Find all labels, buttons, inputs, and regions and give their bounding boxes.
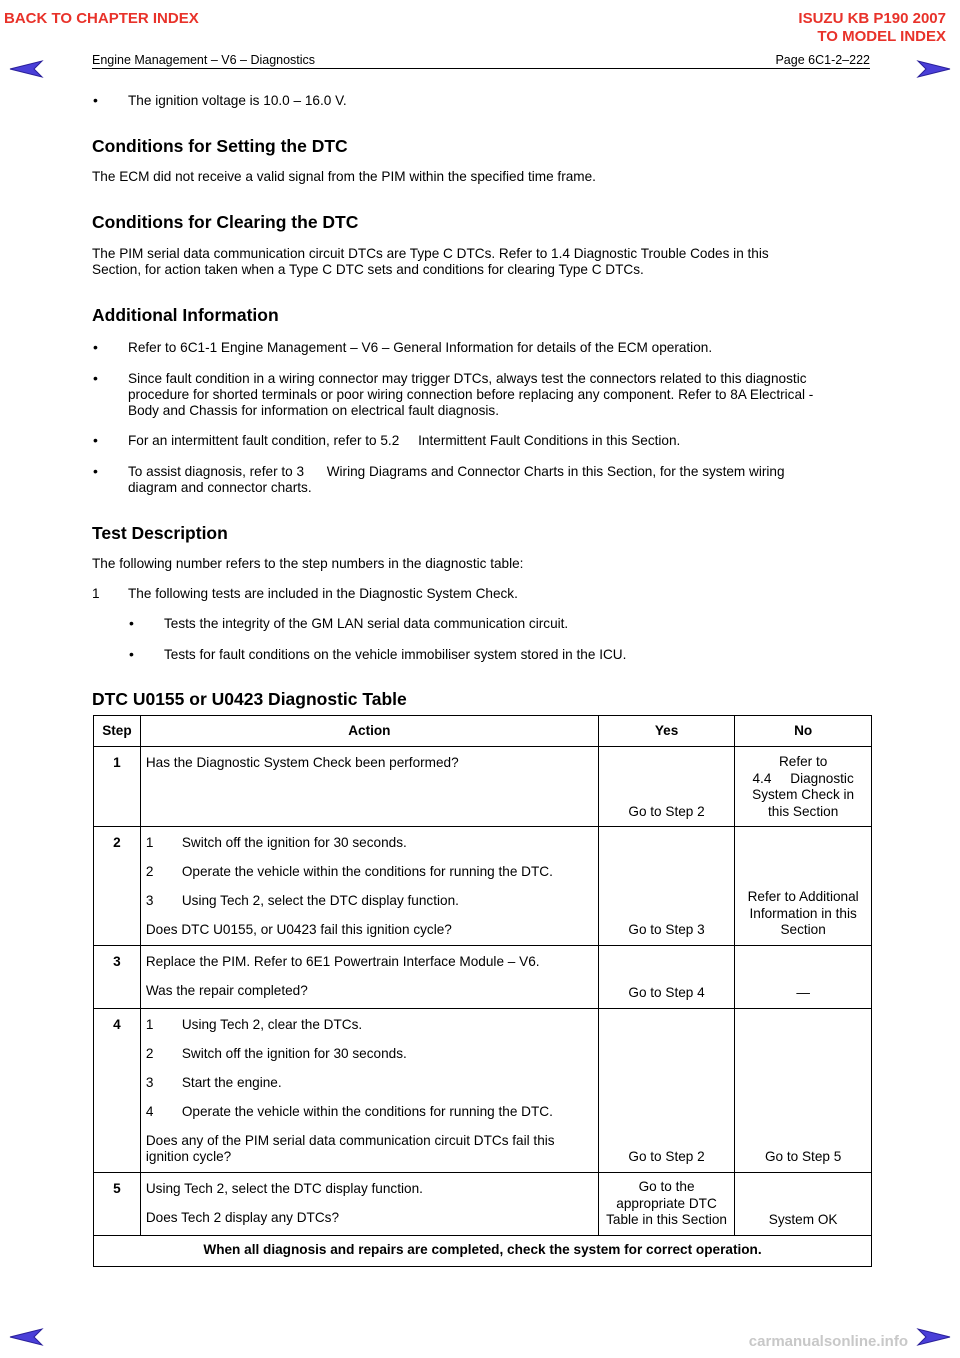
no-line: 4.4 Diagnostic (752, 770, 854, 786)
action-line: Does DTC U0155, or U0423 fail this ignition cycle? (145, 922, 452, 937)
action-line: Using Tech 2, select the DTC display function. (145, 1180, 423, 1196)
clearing-body-line2: Section, for action taken when a Type C DTC sets and conditions for clearing Type C DTCs. (92, 262, 644, 277)
table-title: DTC U0155 or U0423 Diagnostic Table (92, 689, 407, 709)
yes-line: Go to Step 4 (628, 985, 705, 1000)
step-number: 1 (94, 747, 141, 827)
document-title: Engine Management – V6 – Diagnostics (92, 53, 316, 67)
table-footer-row (94, 1235, 872, 1266)
header-no: No (735, 716, 872, 747)
additional-bullet-4-line2: diagram and connector charts. (128, 480, 312, 495)
test-sub-bullet-2: Tests for fault conditions on the vehicle immobiliser system stored in the ICU. (164, 647, 627, 662)
no-line: — (796, 985, 810, 1000)
table-row (94, 747, 872, 827)
test-sub-bullet-1: Tests the integrity of the GM LAN serial data communication circuit. (164, 616, 569, 631)
no-cell (735, 945, 872, 1008)
action-line: Was the repair completed? (145, 982, 308, 998)
bullet-icon: • (129, 615, 134, 631)
action-cell (140, 945, 598, 1008)
action-line: Has the Diagnostic System Check been performed? (145, 755, 459, 770)
sub-step-number: 2 (145, 864, 154, 879)
sub-step-number: 4 (145, 1103, 154, 1119)
table-footer: When all diagnosis and repairs are completed, check the system for correct operation. (94, 1235, 872, 1266)
table-row (94, 1008, 872, 1172)
diagnostic-table (93, 715, 872, 1267)
action-line: Operate the vehicle within the conditions for running the DTC. (181, 1103, 553, 1119)
test-intro: The following number refers to the step numbers in the diagnostic table: (92, 556, 524, 571)
sub-step-number: 3 (145, 893, 154, 908)
table-header-row (94, 716, 872, 747)
yes-line: Go to Step 2 (628, 1149, 705, 1164)
table-row (94, 827, 872, 946)
action-line: Using Tech 2, select the DTC display function. (181, 893, 459, 908)
no-cell (735, 1172, 872, 1235)
yes-cell (598, 945, 734, 1008)
no-line: Refer to Additional (747, 889, 859, 904)
step-number: 3 (94, 945, 141, 1008)
setting-heading: Conditions for Setting the DTC (92, 136, 348, 156)
yes-line: Go to Step 3 (628, 922, 705, 937)
yes-cell (598, 827, 734, 946)
bullet-icon: • (93, 463, 98, 479)
back-to-chapter-index-link[interactable]: BACK TO CHAPTER INDEX (4, 10, 199, 27)
no-line: Go to Step 5 (764, 1149, 842, 1164)
sub-step-number: 2 (145, 1045, 154, 1061)
prev-page-arrow-icon[interactable] (8, 1326, 44, 1348)
no-line: this Section (767, 803, 839, 819)
action-line: Does Tech 2 display any DTCs? (145, 1209, 340, 1225)
next-page-arrow-icon[interactable] (916, 58, 952, 80)
table-row (94, 945, 872, 1008)
no-line: Refer to (778, 754, 828, 769)
bullet-icon: • (93, 92, 98, 108)
sub-step-number: 1 (145, 835, 154, 850)
yes-line: appropriate DTC (616, 1195, 717, 1211)
watermark-text: carmanualsonline.info (748, 1333, 908, 1350)
additional-bullet-3: For an intermittent fault condition, refer to 5.2 Intermittent Fault Conditions in this Section. (128, 433, 681, 448)
yes-line: Go to Step 2 (628, 803, 705, 819)
yes-cell (598, 1008, 734, 1172)
next-page-arrow-icon[interactable] (916, 1326, 952, 1348)
no-cell (735, 1008, 872, 1172)
setting-body: The ECM did not receive a valid signal from the PIM within the specified time frame. (92, 169, 596, 184)
sub-step-number: 3 (145, 1074, 154, 1090)
yes-cell (598, 1172, 734, 1235)
model-index-link[interactable] (798, 10, 946, 46)
additional-bullet-4-line1: To assist diagnosis, refer to 3 Wiring Diagrams and Connector Charts in this Section, for the system wiring (128, 464, 785, 479)
no-line: Information in this (749, 905, 857, 921)
step-number: 4 (94, 1008, 141, 1172)
sub-step-number: 1 (145, 1016, 154, 1032)
intro-bullet: The ignition voltage is 10.0 – 16.0 V. (128, 93, 347, 108)
additional-heading: Additional Information (92, 305, 279, 325)
yes-cell (598, 747, 734, 827)
clearing-heading: Conditions for Clearing the DTC (92, 212, 359, 232)
no-line: System Check in (752, 787, 855, 802)
clearing-body-line1: The PIM serial data communication circuit DTCs are Type C DTCs. Refer to 1.4 Diagnostic Trouble Codes in this (92, 246, 769, 261)
action-line: Does any of the PIM serial data communication circuit DTCs fail this ignition cycle? (145, 1132, 555, 1164)
additional-bullet-2-line1: Since fault condition in a wiring connector may trigger DTCs, always test the connectors related to this diagnostic (128, 371, 807, 386)
page-number: Page 6C1-2–222 (775, 53, 870, 67)
bullet-icon: • (93, 432, 98, 448)
to-model-index[interactable]: TO MODEL INDEX (817, 28, 946, 45)
action-cell (140, 827, 598, 946)
step-number: 5 (94, 1172, 141, 1235)
action-line: Switch off the ignition for 30 seconds. (181, 1045, 407, 1061)
action-line: Start the engine. (181, 1074, 282, 1090)
action-line: Switch off the ignition for 30 seconds. (181, 835, 407, 850)
table-row (94, 1172, 872, 1235)
additional-bullet-1: Refer to 6C1-1 Engine Management – V6 – General Information for details of the ECM operation. (128, 340, 713, 355)
bullet-icon: • (93, 370, 98, 386)
action-cell (140, 747, 598, 827)
no-line: Section (780, 922, 826, 937)
additional-bullet-2-line2: procedure for shorted terminals or poor wiring connection before replacing any component. Refer to 8A Electrical - (128, 387, 814, 402)
bullet-icon: • (129, 646, 134, 662)
model-title: ISUZU KB P190 2007 (798, 10, 946, 27)
action-cell (140, 1172, 598, 1235)
header-yes: Yes (598, 716, 734, 747)
action-line: Using Tech 2, clear the DTCs. (181, 1016, 363, 1032)
test-heading: Test Description (92, 523, 228, 543)
no-cell (735, 747, 872, 827)
no-cell (735, 827, 872, 946)
step-number: 2 (94, 827, 141, 946)
no-line: System OK (768, 1212, 838, 1227)
yes-line: Go to the (638, 1179, 695, 1194)
action-line: Replace the PIM. Refer to 6E1 Powertrain Interface Module – V6. (145, 953, 540, 969)
header-action: Action (140, 716, 598, 747)
prev-page-arrow-icon[interactable] (8, 58, 44, 80)
bullet-icon: • (93, 339, 98, 355)
yes-line: Table in this Section (606, 1212, 727, 1227)
additional-bullet-2-line3: Body and Chassis for information on electrical fault diagnosis. (128, 403, 500, 418)
header-rule (92, 68, 870, 69)
header-step: Step (94, 716, 141, 747)
action-line: Operate the vehicle within the conditions for running the DTC. (181, 864, 553, 879)
test-step-number: 1 (92, 586, 100, 601)
test-step-text: The following tests are included in the Diagnostic System Check. (128, 586, 518, 601)
action-cell (140, 1008, 598, 1172)
